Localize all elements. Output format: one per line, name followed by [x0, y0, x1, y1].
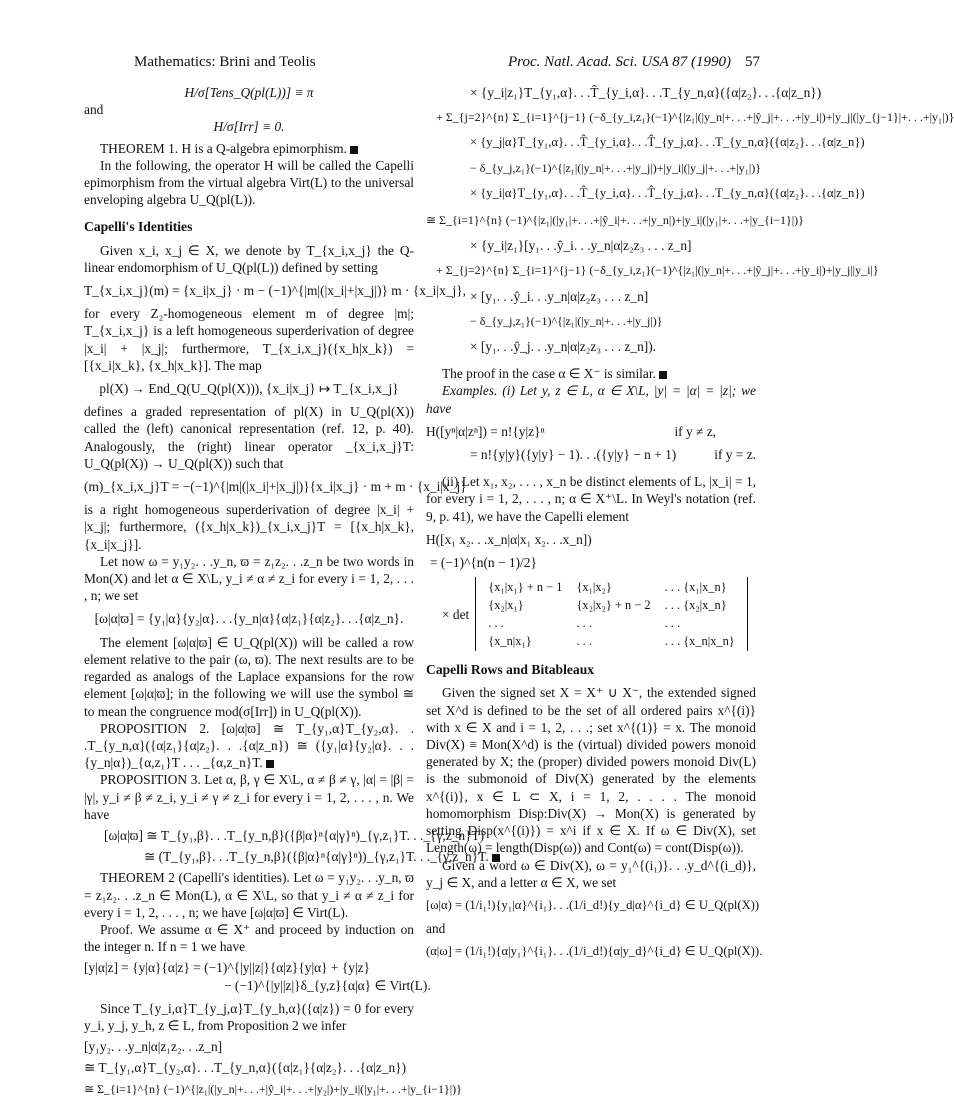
paragraph: The proof in the case α ∈ X⁻ is similar.	[426, 365, 756, 382]
determinant	[442, 577, 756, 651]
proposition-3: PROPOSITION 3. Let α, β, γ ∈ X\L, α ≠ β ≠ γ, |α| = |β| = |γ|, y_i ≠ β ≠ z_i, y_i ≠ γ ≠ z_i for every i = 1, 2, . . . , n. We have	[84, 772, 414, 822]
qed-icon	[350, 146, 358, 154]
right-column	[426, 84, 954, 961]
paragraph: (ii) Let x₁, x₂, . . . , x_n be distinct elements of L, |x_i| = 1, for every i = 1, 2, . . . , n; α ∈ X⁺\L. In Weyl's notation (ref. 9, p. 41), we have the Capelli element	[426, 474, 756, 524]
equation: × {y_i|α}T_{y₁,α}. . .T̂_{y_i,α}. . .T̂_{y_j,α}. . .T_{y_n,α}({α|z₂}. . .{α|z_n})	[470, 185, 865, 200]
equation: − δ_{y_j,z₁}(−1)^{|z₁|(|y_n|+. . .+|y_j|)}	[470, 313, 663, 328]
matrix-cell: . . .	[576, 616, 592, 631]
equation: [y₁y₂. . .y_n|α|z₁z₂. . .z_n]	[84, 1039, 223, 1055]
section-heading: Capelli Rows and Bitableaux	[426, 662, 595, 678]
section-heading: Capelli's Identities	[84, 219, 193, 235]
equation: × {y_i|z₁}T_{y₁,α}. . .T̂_{y_i,α}. . .T_{y_n,α}({α|z₂}. . .{α|z_n})	[470, 85, 822, 100]
paragraph: Since T_{y_i,α}T_{y_j,α}T_{y_h,α}({α|z}) = 0 for every y_i, y_j, y_h, z ∈ L, from Proposition 2 we infer	[84, 1000, 414, 1033]
running-head-left: Mathematics: Brini and Teolis	[134, 54, 316, 70]
qed-icon	[659, 371, 667, 379]
paragraph: and	[84, 102, 104, 118]
equation: T_{x_i,x_j}(m) = {x_i|x_j} · m − (−1)^{|m|(|x_i|+|x_j|)} m · {x_i|x_j},	[84, 283, 466, 299]
equation: H([x₁ x₂. . .x_n|α|x₁ x₂. . .x_n])	[426, 531, 592, 547]
equation: + Σ_{j=2}^{n} Σ_{i=1}^{j−1} (−δ_{y_i,z₁}(−1)^{|z₁|(|y_n|+. . .+|ŷ_j|+. . .+|y_i|)+|y_j|(|y_{j−1}|+. . .+|y₁|)}	[436, 110, 954, 125]
theorem-2: THEOREM 2 (Capelli's identities). Let ω = y₁y₂. . .y_n, ϖ = z₁z₂. . .z_n ∈ Mon(L), α ∈ X\L, so that y_i ≠ α ≠ z_i for every i = 1, 2, . . . , n; we have [ω|α|ϖ] ∈ Virt(L).	[84, 870, 414, 920]
equation: H([yⁿ|α|zⁿ]) = n!{y|z}ⁿ if y ≠ z,	[426, 423, 716, 439]
equation: + Σ_{j=2}^{n} Σ_{i=1}^{j−1} (−δ_{y_i,z₁}(−1)^{|z₁|(|y_n|+. . .+|ŷ_j|+. . .+|y_i|)+|y_j||y_i|}	[436, 263, 879, 278]
equation: × {y_j|α}T_{y₁,α}. . .T̂_{y_i,α}. . .T̂_{y_j,α}. . .T_{y_n,α}({α|z₂}. . .{α|z_n})	[470, 135, 865, 150]
equation: = n!{y|y}({y|y} − 1). . .({y|y} − n + 1) if y = z.	[470, 447, 756, 463]
matrix-row	[482, 633, 740, 649]
matrix-cell: {x₁|x₂}	[576, 580, 612, 595]
matrix-row	[482, 615, 740, 631]
equation: pl(X) → End_Q(U_Q(pl(X))), {x_i|x_j} ↦ T_{x_i,x_j}	[99, 381, 399, 397]
paragraph: and	[426, 921, 446, 937]
paragraph: In the following, the operator H will be called the Capelli epimorphism from the virtual algebra Virt(L) to the universal enveloping algebra U_Q(pl(L)).	[84, 157, 414, 208]
equation: × [y₁. . .ŷ_j. . .y_n|α|z₂z₃ . . . z_n]).	[470, 339, 657, 355]
equation: ≅ (T_{y₁,β}. . .T_{y_n,β}({β|α}ⁿ{α|γ}ⁿ))_{γ,z₁}T. . ._{γ,z_n}T.	[84, 848, 414, 865]
equation: (α|ω] = (1/i₁!){α|y₁}^{i₁}. . .(1/i_d!){α|y_d}^{i_d} ∈ U_Q(pl(X)).	[426, 944, 763, 959]
equation: H/σ[Tens_Q(pl(L))] ≡ π	[184, 85, 314, 100]
equation: × [y₁. . .ŷ_i. . .y_n|α|z₂z₃ . . . z_n]	[470, 288, 649, 304]
matrix-cell: {x₂|x₁}	[488, 598, 524, 613]
matrix-cell: {x_n|x₁}	[488, 634, 532, 649]
equation: ≅ Σ_{i=1}^{n} (−1)^{|z₁|(|y_n|+. . .+|ŷ_i|+. . .+|y₂|)+|y_i|(|y₁|+. . .+|y_{i−1}|)}	[84, 1081, 462, 1096]
page-number: 57	[745, 54, 760, 70]
matrix-cell: . . .	[488, 616, 504, 631]
equation: [ω|α|ϖ] = {y₁|α}{y₂|α}. . .{y_n|α}{α|z₁}{α|z₂}. . .{α|z_n}.	[94, 611, 404, 627]
paragraph: Given x_i, x_j ∈ X, we denote by T_{x_i,x_j} the Q-linear endomorphism of U_Q(pl(L)) defined by setting	[84, 242, 414, 275]
paragraph: Examples. (i) Let y, z ∈ L, α ∈ X\L, |y| = |α| = |z|; we have	[426, 383, 756, 416]
paragraph: The element [ω|α|ϖ] ∈ U_Q(pl(X)) will be called a row element relative to the pair (ω, ϖ). The next results are to be regarded as analogs of the Laplace expansions for the row element [ω|α|ϖ]; in the following we will use the symbol ≅ to mean the congruence mod(σ[Irr]) in U_Q(pl(X)).	[84, 634, 414, 719]
det-label: × det	[442, 606, 470, 622]
equation: × {y_i|z₁}[y₁. . .ŷ_i. . .y_n|α|z₂z₃ . . . z_n]	[470, 238, 692, 254]
matrix-cell: {x₁|x₁} + n − 1	[488, 580, 563, 595]
paragraph: Given the signed set X = X⁺ ∪ X⁻, the extended signed set X^d is defined to be the set of all ordered pairs x^{(i)} with x ∈ X and i = 1, 2, . . .; set x^{(1)} = x. The monoid Div(X) ≡ Mon(X^d) is the (virtual) divided powers monoid generated by X; the (proper) divided powers monoid Div(L) is the submonoid of Div(X) generated by the elements x^{(i)}, x ∈ L ⊂ X, i = 1, 2, . . . . The monoid homomorphism Disp:Div(X) → Mon(X) is generated by setting Disp(x^{(i)}) = x^i if x ∈ X. If ω ∈ Div(X), set Length(ω) = length(Disp(ω)) and Cont(ω) = cont(Disp(ω)).	[426, 685, 756, 856]
equation: [ω|α|ϖ] ≅ T_{y₁,β}. . .T_{y_n,β}({β|α}ⁿ{α|γ}ⁿ)_{γ,z₁}T. . ._{γ,z_n}T)	[104, 827, 485, 843]
equation: (m)_{x_i,x_j}T = −(−1)^{|m|(|x_i|+|x_j|)}{x_i|x_j} · m + m · {x_i|x_j}	[84, 479, 467, 495]
paragraph: Let now ω = y₁y₂. . .y_n, ϖ = z₁z₂. . .z_n be two words in Mon(X) and let α ∈ X\L, y_i ≠ α ≠ z_i for every i = 1, 2, . . . , n; we set	[84, 553, 414, 604]
equation: [y|α|z] = {y|α}{α|z} = (−1)^{|y||z|}{α|z}{y|α} + {y|z}	[84, 960, 370, 976]
matrix-row	[482, 579, 740, 595]
proof-paragraph: Proof. We assume α ∈ X⁺ and proceed by induction on the integer n. If n = 1 we have	[84, 921, 414, 955]
theorem-1: THEOREM 1. H is a Q-algebra epimorphism.	[84, 140, 414, 157]
paragraph: defines a graded representation of pl(X) in U_Q(pl(X)) called the (left) canonical representation (ref. 12, p. 40). Analogously, the (right) linear operator _{x_i,x_j}T: U_Q(pl(X)) → U_Q(pl(X)) such that	[84, 404, 414, 471]
running-head-journal: Proc. Natl. Acad. Sci. USA 87 (1990)	[508, 54, 732, 70]
matrix-cell: . . .	[576, 634, 592, 649]
matrix-cell: . . . {x₂|x_n}	[664, 598, 727, 613]
paragraph: is a right homogeneous superderivation of degree |x_i| + |x_j|; furthermore, ({x_h|x_k})_{x_i,x_j}T = [{x_h|x_k}, {x_i|x_j}].	[84, 502, 414, 552]
equation: − (−1)^{|y||z|}δ_{y,z}{α|α} ∈ Virt(L).	[224, 977, 431, 993]
equation: − δ_{y_j,z₁}(−1)^{|z₁|(|y_n|+. . .+|y_j|)+|y_i|(|y_j|+. . .+|y₁|)}	[470, 160, 762, 175]
paragraph: for every Z₂-homogeneous element m of degree |m|; T_{x_i,x_j} is a left homogeneous superderivation of degree |x_i| + |x_j|; furthermore, T_{x_i,x_j}({x_h|x_k}) = [{x_i|x_k}, {x_h|x_k}]. The map	[84, 306, 414, 373]
matrix-cell: . . .	[664, 616, 681, 631]
matrix-row	[482, 597, 740, 613]
matrix-cell: . . . {x_n|x_n}	[664, 634, 735, 649]
paragraph: Given a word ω ∈ Div(X), ω = y₁^{(i₁)}. . .y_d^{(i_d)}, y_j ∈ X, and a letter α ∈ X, we set	[426, 857, 756, 890]
equation: = (−1)^{n(n − 1)/2}	[430, 555, 537, 571]
det-matrix	[475, 577, 747, 651]
qed-icon	[266, 760, 274, 768]
equation: ≅ Σ_{i=1}^{n} (−1)^{|z₁|(|y₁|+. . .+|ŷ_i|+. . .+|y_n|)+|y_i|(|y₁|+. . .+|y_{i−1}|)}	[426, 213, 804, 228]
proposition-2: PROPOSITION 2. [ω|α|ϖ] ≅ T_{y₁,α}T_{y₂,α}. . .T_{y_n,α}({α|z₁}{α|z₂}. . .{α|z_n}) ≅ ({y₁|α}{y₂|α}. . .{y_n|α})_{α,z₁}T . . . _{α,z_n}T.	[84, 720, 414, 771]
equation: [ω|α) = (1/i₁!){y₁|α}^{i₁}. . .(1/i_d!){y_d|α}^{i_d} ∈ U_Q(pl(X))	[426, 897, 760, 912]
equation: ≅ T_{y₁,α}T_{y₂,α}. . .T_{y_n,α}({α|z₁}{α|z₂}. . .{α|z_n})	[84, 1060, 407, 1076]
equation: H/σ[Irr] ≡ 0.	[213, 119, 285, 135]
matrix-cell: . . . {x₁|x_n}	[664, 580, 727, 595]
matrix-cell: {x₂|x₂} + n − 2	[576, 598, 651, 613]
